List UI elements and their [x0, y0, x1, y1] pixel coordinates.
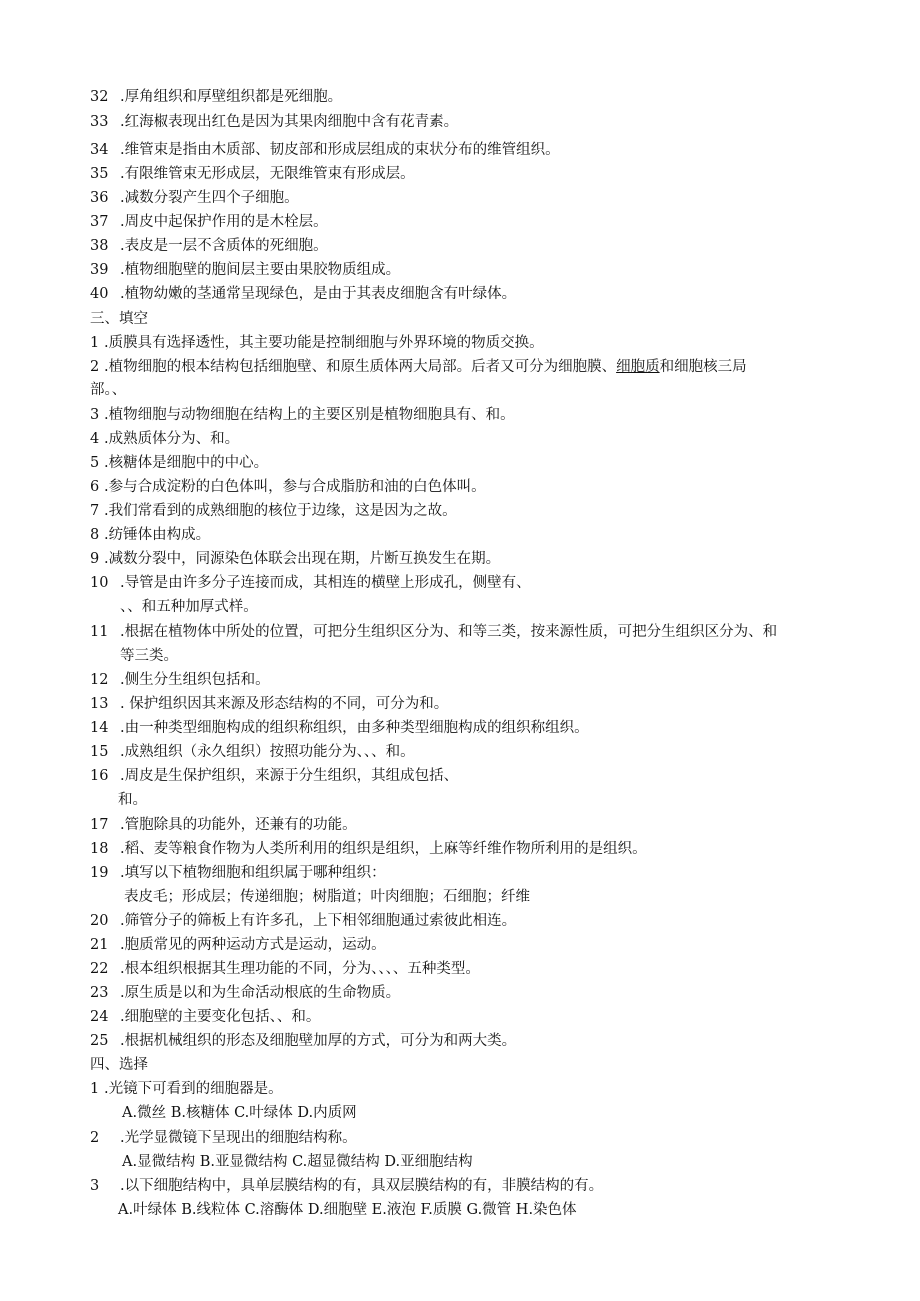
item-number: 14: [90, 720, 109, 736]
tf-item-40: [90, 284, 516, 304]
fill-item-13: [90, 694, 448, 714]
fill-item-19: [90, 863, 386, 883]
item-text: .植物幼嫩的茎通常呈现绿色，是由于其表皮细胞含有叶绿体。: [120, 286, 517, 302]
tf-item-33: [90, 112, 458, 132]
item-number: 19: [90, 865, 109, 881]
item-text: .根据在植物体中所处的位置，可把分生组织区分为、和等三类，按来源性质，可把分生组织区分为、和: [120, 624, 778, 640]
item-text-end: 和细胞核三局: [659, 359, 747, 375]
item-number: 34: [90, 142, 109, 158]
item-number: 35: [90, 166, 109, 182]
fill-item-21: [90, 935, 386, 955]
item-number: 17: [90, 817, 109, 833]
item-text: .管胞除具的功能外，还兼有的功能。: [120, 817, 357, 833]
item-number: 38: [90, 238, 109, 254]
choice-item-2: [90, 1128, 357, 1148]
item-text: .减数分裂中，同源染色体联会出现在期，片断互换发生在期。: [104, 551, 501, 567]
tf-item-36: [90, 188, 299, 208]
item-number: 2: [90, 1130, 100, 1146]
fill-item-15: [90, 742, 415, 762]
item-number: 15: [90, 744, 109, 760]
item-number: 7: [90, 503, 100, 519]
item-text: .质膜具有选择透性，其主要功能是控制细胞与外界环境的物质交换。: [104, 335, 544, 351]
fill-item-17: [90, 815, 357, 835]
item-text: .由一种类型细胞构成的组织称组织，由多种类型细胞构成的组织称组织。: [120, 720, 589, 736]
item-number: 12: [90, 672, 109, 688]
section-heading-fill-in: 三、填空: [90, 311, 148, 327]
item-text: .减数分裂产生四个子细胞。: [120, 190, 299, 206]
item-number: 1: [90, 335, 100, 351]
underlined-term: 细胞质: [616, 359, 660, 375]
item-text: .成熟质体分为、和。: [104, 431, 240, 447]
item-text: .红海椒表现出红色是因为其果肉细胞中含有花青素。: [120, 114, 459, 130]
fill-item-1: [90, 333, 544, 353]
item-number: 11: [90, 624, 109, 640]
tf-item-37: [90, 212, 328, 232]
choice-item-1: [90, 1079, 283, 1099]
tf-item-35: [90, 164, 415, 184]
fill-item-7: [90, 501, 457, 521]
item-number: 4: [90, 431, 100, 447]
fill-item-10: [90, 573, 531, 593]
fill-item-23: [90, 983, 400, 1003]
item-text: .根本组织根据其生理功能的不同，分为、、、、五种类型。: [120, 961, 480, 977]
tf-item-39: [90, 260, 400, 280]
item-number: 16: [90, 768, 109, 784]
item-text: .表皮是一层不含质体的死细胞。: [120, 238, 328, 254]
item-number: 10: [90, 575, 109, 591]
fill-item-18: [90, 839, 647, 859]
fill-item-16-continuation: 和。: [118, 792, 147, 808]
fill-item-4: [90, 429, 239, 449]
item-text: .筛管分子的筛板上有许多孔，上下相邻细胞通过索彼此相连。: [120, 913, 517, 929]
fill-item-11: [90, 622, 777, 642]
item-text: .细胞壁的主要变化包括、、和。: [120, 1009, 321, 1025]
fill-item-14: [90, 718, 589, 738]
fill-item-25: [90, 1031, 516, 1051]
item-text: .以下细胞结构中，具单层膜结构的有，具双层膜结构的有，非膜结构的有。: [120, 1178, 604, 1194]
fill-item-3: [90, 405, 515, 425]
item-text: .有限维管束无形成层，无限维管束有形成层。: [120, 166, 415, 182]
fill-item-22: [90, 959, 480, 979]
item-number: 23: [90, 985, 109, 1001]
item-text: .导管是由许多分子连接而成，其相连的横壁上形成孔，侧壁有、: [120, 575, 531, 591]
fill-item-5: [90, 453, 268, 473]
item-text: .核糖体是细胞中的中心。: [104, 455, 269, 471]
item-number: 5: [90, 455, 100, 471]
item-number: 37: [90, 214, 109, 230]
fill-item-2-continuation: 部。、: [90, 382, 127, 398]
fill-item-9: [90, 549, 500, 569]
fill-item-16: [90, 766, 458, 786]
section-heading-choice: 四、选择: [90, 1057, 148, 1073]
item-text: .稻、麦等粮食作物为人类所利用的组织是组织，上麻等纤维作物所利用的是组织。: [120, 841, 647, 857]
choice-item-3-options: A.叶绿体 B.线粒体 C.溶酶体 D.细胞壁 E.液泡 F.质膜 G.微管 H.染色体: [118, 1202, 577, 1218]
item-number: 32: [90, 89, 109, 105]
item-number: 36: [90, 190, 109, 206]
tf-item-34: [90, 140, 560, 160]
item-number: 40: [90, 286, 109, 302]
item-text: .光镜下可看到的细胞器是。: [104, 1081, 283, 1097]
item-number: 21: [90, 937, 109, 953]
item-text: .根据机械组织的形态及细胞壁加厚的方式，可分为和两大类。: [120, 1033, 517, 1049]
tf-item-32: [90, 87, 342, 107]
fill-item-10-continuation: 、、和五种加厚式样。: [120, 599, 258, 615]
tf-item-38: [90, 236, 328, 256]
item-text: .胞质常见的两种运动方式是运动，运动。: [120, 937, 386, 953]
item-number: 22: [90, 961, 109, 977]
item-number: 25: [90, 1033, 109, 1049]
item-number: 6: [90, 479, 100, 495]
item-text: .侧生分生组织包括和。: [120, 672, 270, 688]
fill-item-20: [90, 911, 516, 931]
item-number: 1: [90, 1081, 100, 1097]
fill-item-6: [90, 477, 486, 497]
item-number: 24: [90, 1009, 109, 1025]
choice-item-1-options: A.微丝 B.核糖体 C.叶绿体 D.内质网: [122, 1105, 357, 1121]
item-text: .周皮中起保护作用的是木栓层。: [120, 214, 328, 230]
item-text: .植物细胞的根本结构包括细胞壁、和原生质体两大局部。后者又可分为细胞膜、: [104, 359, 617, 375]
item-text: .填写以下植物细胞和组织属于哪种组织：: [120, 865, 386, 881]
item-text: .成熟组织（永久组织）按照功能分为、、、和。: [120, 744, 415, 760]
item-text: .厚角组织和厚壁组织都是死细胞。: [120, 89, 343, 105]
item-number: 9: [90, 551, 100, 567]
item-text: .光学显微镜下呈现出的细胞结构称。: [120, 1130, 357, 1146]
item-text: .参与合成淀粉的白色体叫，参与合成脂肪和油的白色体叫。: [104, 479, 486, 495]
item-text: .我们常看到的成熟细胞的核位于边缘，这是因为之故。: [104, 503, 457, 519]
item-text: .维管束是指由木质部、韧皮部和形成层组成的束状分布的维管组织。: [120, 142, 560, 158]
fill-item-19-continuation: 表皮毛；形成层；传递细胞；树脂道；叶肉细胞；石细胞；纤维: [124, 889, 530, 905]
item-number: 20: [90, 913, 109, 929]
fill-item-12: [90, 670, 270, 690]
item-number: 33: [90, 114, 109, 130]
item-number: 13: [90, 696, 109, 712]
item-text: .植物细胞壁的胞间层主要由果胶物质组成。: [120, 262, 401, 278]
fill-item-11-continuation: 等三类。: [120, 648, 178, 664]
item-number: 39: [90, 262, 109, 278]
item-text: .纺锤体由构成。: [104, 527, 211, 543]
item-number: 3: [90, 1178, 100, 1194]
item-number: 8: [90, 527, 100, 543]
item-text: .原生质是以和为生命活动根底的生命物质。: [120, 985, 401, 1001]
choice-item-2-options: A.显微结构 B.亚显微结构 C.超显微结构 D.亚细胞结构: [122, 1154, 473, 1170]
item-number: 3: [90, 407, 100, 423]
fill-item-24: [90, 1007, 320, 1027]
fill-item-8: [90, 525, 210, 545]
item-number: 2: [90, 359, 100, 375]
fill-item-2: [90, 357, 747, 377]
item-text: .周皮是生保护组织，来源于分生组织，其组成包括、: [120, 768, 459, 784]
choice-item-3: [90, 1176, 603, 1196]
item-text: .植物细胞与动物细胞在结构上的主要区别是植物细胞具有、和。: [104, 407, 515, 423]
item-number: 18: [90, 841, 109, 857]
item-text: . 保护组织因其来源及形态结构的不同，可分为和。: [120, 696, 449, 712]
